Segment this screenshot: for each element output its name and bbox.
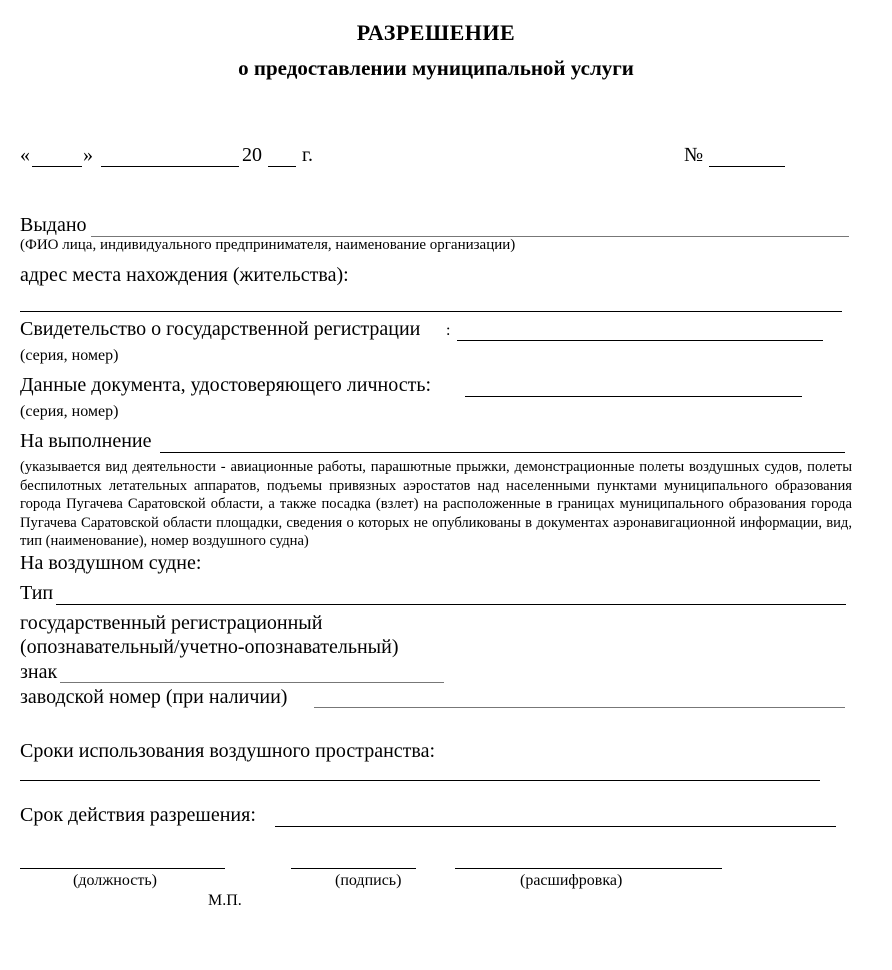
reg-mark-field[interactable]	[60, 682, 444, 683]
decoding-label: (расшифровка)	[520, 872, 623, 889]
decoding-field[interactable]	[455, 868, 722, 869]
signature-field[interactable]	[291, 868, 416, 869]
airspace-terms-label: Сроки использования воздушного пространства:	[20, 740, 436, 762]
reg-mark-line3: знак	[20, 661, 58, 683]
purpose-field[interactable]	[160, 452, 845, 453]
year-field[interactable]	[268, 166, 296, 167]
airspace-terms-field[interactable]	[20, 780, 820, 781]
purpose-hint: (указывается вид деятельности - авиационные работы, парашютные прыжки, демонстрационные полеты воздушных судов, полеты беспилотных летательных аппаратов, подъемы привязных аэростатов над населенными пунктами муниципального образования города Пугачева Саратовской области, а также посадка (взлет) на расположенные в границах муниципального образования города Пугачева Саратовской области площадки, сведения о которых не опубликованы в документах аэронавигационной информации, вид, тип (наименование), номер воздушного судна)	[20, 459, 852, 549]
type-label: Тип	[20, 582, 54, 604]
issued-hint: (ФИО лица, индивидуального предпринимателя, наименование организации)	[20, 237, 516, 253]
validity-label: Срок действия разрешения:	[20, 804, 256, 826]
validity-field[interactable]	[275, 826, 836, 827]
identity-field[interactable]	[465, 396, 802, 397]
aircraft-label: На воздушном судне:	[20, 552, 202, 574]
address-field[interactable]	[20, 311, 842, 312]
reg-mark-line1: государственный регистрационный	[20, 612, 323, 634]
serial-field[interactable]	[314, 707, 845, 708]
serial-label: заводской номер (при наличии)	[20, 686, 288, 708]
position-field[interactable]	[20, 868, 225, 869]
identity-label: Данные документа, удостоверяющего личность:	[20, 374, 432, 396]
month-field[interactable]	[101, 166, 239, 167]
date-open-quote: «	[20, 144, 30, 166]
registration-colon: :	[446, 322, 451, 339]
issued-label: Выдано	[20, 214, 87, 236]
date-close-quote: »	[83, 144, 93, 166]
document-subtitle: о предоставлении муниципальной услуги	[238, 56, 634, 80]
year-suffix: г.	[302, 144, 313, 166]
day-field[interactable]	[32, 166, 82, 167]
registration-label: Свидетельство о государственной регистрации	[20, 318, 421, 340]
registration-hint: (серия, номер)	[20, 347, 119, 364]
purpose-label: На выполнение	[20, 430, 152, 452]
year-prefix: 20	[242, 144, 262, 166]
position-label: (должность)	[73, 872, 157, 889]
type-field[interactable]	[56, 604, 846, 605]
signature-label: (подпись)	[335, 872, 402, 889]
stamp-label: М.П.	[208, 892, 242, 909]
identity-hint: (серия, номер)	[20, 403, 119, 420]
document-title: РАЗРЕШЕНИЕ	[356, 20, 516, 45]
number-label: №	[684, 144, 704, 166]
reg-mark-line2: (опознавательный/учетно-опознавательный)	[20, 636, 399, 658]
number-field[interactable]	[709, 166, 785, 167]
address-label: адрес места нахождения (жительства):	[20, 264, 349, 286]
registration-field[interactable]	[457, 340, 823, 341]
